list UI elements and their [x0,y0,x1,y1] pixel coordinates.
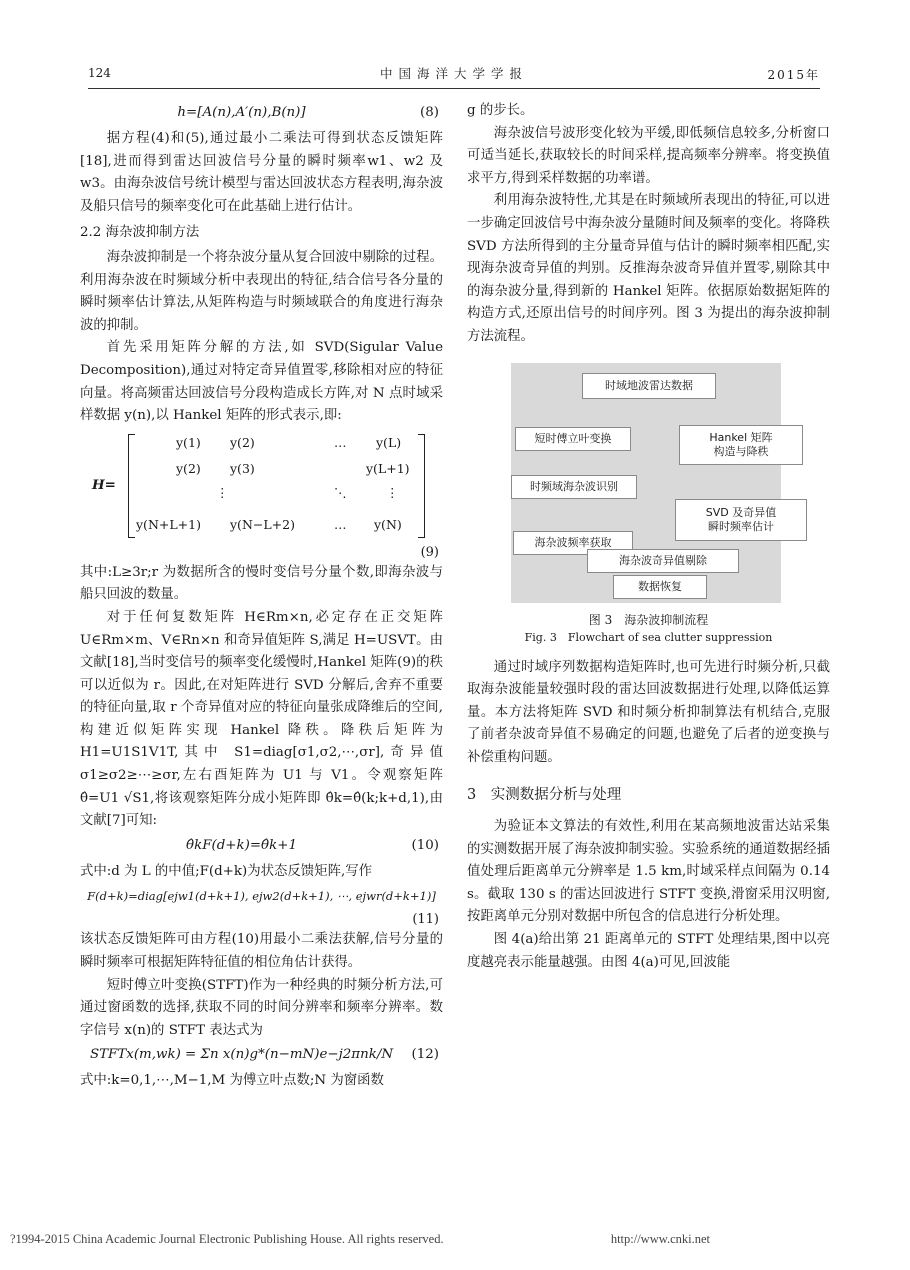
paragraph: 通过时域序列数据构造矩阵时,也可先进行时频分析,只截取海杂波能量较强时段的雷达回波数据进行处理,以降低运算量。本方法将矩阵 SVD 和时频分析抑制算法有机结合,克服了前者杂波奇异值不易确定的问题,也避免了后者的逆变换与补偿重构问题。 [467,659,830,765]
matrix-cell: … [334,516,347,532]
paragraph: 该状态反馈矩阵可由方程(10)用最小二乘法获解,信号分量的瞬时频率可根据矩阵特征值的相位角估计获得。 [80,932,443,971]
figure-caption-en: Fig. 3 Flowchart of sea clutter suppression [524,630,773,644]
paragraph: 式中:d 为 L 的中值;F(d+k)为状态反馈矩阵,写作 [80,863,373,879]
footer-url[interactable]: http://www.cnki.net [610,1232,710,1246]
flow-box-stft: 短时傅立叶变换 [515,427,631,451]
left-column [80,100,443,1093]
right-column [467,100,830,974]
matrix-right-bracket [418,434,425,538]
matrix-cell: y(L+1) [366,460,410,476]
page-header [88,62,820,84]
paragraph: 其中:L≥3r;r 为数据所含的慢时变信号分量个数,即海杂波与船只回波的数量。 [80,564,443,603]
paragraph: 短时傅立叶变换(STFT)作为一种经典的时频分析方法,可通过窗函数的选择,获取不同的时间分辨率和频率分辨率。数字信号 x(n)的 STFT 表达式为 [80,977,443,1038]
paragraph: 图 4(a)给出第 21 距离单元的 STFT 处理结果,图中以亮度越亮表示能量越强。由图 4(a)可见,回波能 [467,932,830,970]
paragraph: 对于任何复数矩阵 H∈Rm×n,必定存在正交矩阵 U∈Rm×m、V∈Rn×n 和奇异值矩阵 S,满足 H=USVT。由文献[18],当时变信号的频率变化缓慢时,Hankel 矩阵(9)的秩可以近似为 r。因此,在对矩阵进行 SVD 分解后,舍弃不重要的特征向量,取 r 个奇异值对应的特征向量张成降维后的空间,构建近似矩阵实现 Hankel 降秩。降秩后矩阵为 H1=U1S1V1T,其中 S1=diag[σ1,σ2,⋯,σr],奇异值 σ1≥σ2≥⋯≥σr,左右酉矩阵为 U1 与 V1。令观察矩阵 θ̂=U1 √S1,将该观察矩阵分成小矩阵即 θ̂k=θ̂(k;k+d,1),由文献[7]可知: [80,609,443,829]
journal-year: 2015年 [767,68,820,82]
paragraph: g 的步长。 [467,103,534,118]
matrix-cell: … [334,434,347,450]
section-heading-3: 3 实测数据分析与处理 [467,786,622,803]
flowchart [467,363,830,603]
page-number: 124 [88,66,111,80]
flow-box-svd: SVD 及奇异值 瞬时频率估计 [675,499,807,541]
matrix-cell: y(2) [176,460,201,476]
paragraph: 海杂波抑制是一个将杂波分量从复合回波中剔除的过程。利用海杂波在时频域分析中表现出的特征,结合信号各分量的瞬时频率估计算法,从矩阵构造与时频域联合的角度进行海杂波的抑制。 [80,249,443,333]
equation-10 [80,835,443,859]
flow-box-remove: 海杂波奇异值剔除 [587,549,739,573]
hankel-matrix [80,432,443,544]
matrix-cell: y(2) [230,434,255,450]
matrix-cell: y(L) [376,434,402,450]
equation-11 [80,885,443,909]
flow-box-hankel: Hankel 矩阵 构造与降秩 [679,425,803,465]
matrix-cell: y(3) [230,460,255,476]
equation-10-number: (10) [411,837,439,853]
section-heading-2-2: 2.2 海杂波抑制方法 [80,225,200,241]
matrix-cell: y(1) [176,434,201,450]
figure-caption-cn: 图 3 海杂波抑制流程 [588,612,709,627]
matrix-cell: y(N−L+2) [230,516,295,532]
matrix-cell: y(N) [374,516,402,532]
page-footer [10,1232,910,1247]
flow-box-tf-identify: 时频域海杂波识别 [511,475,637,499]
matrix-cell: ⋱ [334,484,347,500]
equation-8-body: h=[A(n),A′(n),B(n)] [177,105,306,120]
paragraph: 利用海杂波特性,尤其是在时频域所表现出的特征,可以进一步确定回波信号中海杂波分量随时间及频率的变化。将降秩 SVD 方法所得到的主分量奇异值与估计的瞬时频率相匹配,实现海杂波奇异值的判别。反推海杂波奇异值并置零,剔除其中的海杂波分量,得到新的 Hankel 矩阵。依据原始数据矩阵的构造方式,还原出信号的时间序列。图 3 为提出的海杂波抑制方法流程。 [467,193,830,344]
header-rule [88,88,820,89]
paragraph: 首先采用矩阵分解的方法,如 SVD(Sigular Value Decomposition),通过对特定奇异值置零,移除相对应的特征向量。将高频雷达回波信号分段构造成长方阵,对 N 点时域采样数据 y(n),以 Hankel 矩阵的形式表示,即: [80,340,443,424]
equation-12-number: (12) [411,1047,439,1063]
equation-12 [80,1044,443,1068]
copyright-notice: ?1994-2015 China Academic Journal Electronic Publishing House. All rights reserved. [10,1232,444,1246]
flow-box-freq: 海杂波频率获取 [513,531,633,555]
equation-10-body: θ̂kF(d+k)=θ̂k+1 [186,837,297,853]
paragraph: 为验证本文算法的有效性,利用在某高频地波雷达站采集的实测数据开展了海杂波抑制实验。实验系统的通道数据经插值处理后距离单元分辨率是 1.5 km,时域采样点间隔为 0.14 s。截取 130 s 的雷达回波进行 STFT 变换,滑窗采用汉明窗,按距离单元分别对数据中所包含的信息进行分析处理。 [467,819,830,925]
matrix-left-bracket [128,434,135,538]
equation-9-number: (9) [420,544,439,560]
equation-8-number: (8) [420,105,439,120]
equation-12-body: STFTx(m,wk) = Σn x(n)g*(n−mN)e−j2πnk/N [89,1047,394,1063]
flow-box-radar-data: 时域地波雷达数据 [582,373,716,399]
equation-11-number: (11) [412,912,439,928]
matrix-lhs: H= [92,476,116,493]
matrix-cell: ⋮ [386,484,399,500]
paragraph: 海杂波信号波形变化较为平缓,即低频信息较多,分析窗口可适当延长,获取较长的时间采样,提高频率分辨率。将变换值求平方,得到采样数据的功率谱。 [467,125,830,186]
matrix-cell: ⋮ [216,484,229,500]
journal-name: 中国海洋大学学报 [379,66,528,81]
paragraph: 式中:k=0,1,⋯,M−1,M 为傅立叶点数;N 为窗函数 [80,1073,384,1089]
flow-box-restore: 数据恢复 [613,575,707,599]
equation-8 [80,102,443,126]
matrix-cell: y(N+L+1) [136,516,201,532]
equation-11-body: F(d+k)=diag[ejw1(d+k+1), ejw2(d+k+1), ⋯, ejwr(d+k+1)] [87,889,436,904]
paragraph: 据方程(4)和(5),通过最小二乘法可得到状态反馈矩阵[18],进而得到雷达回波信号分量的瞬时频率w1、w2 及 w3。由海杂波信号统计模型与雷达回波状态方程表明,海杂波及船只信号的频率变化可在此基础上进行估计。 [80,131,443,214]
